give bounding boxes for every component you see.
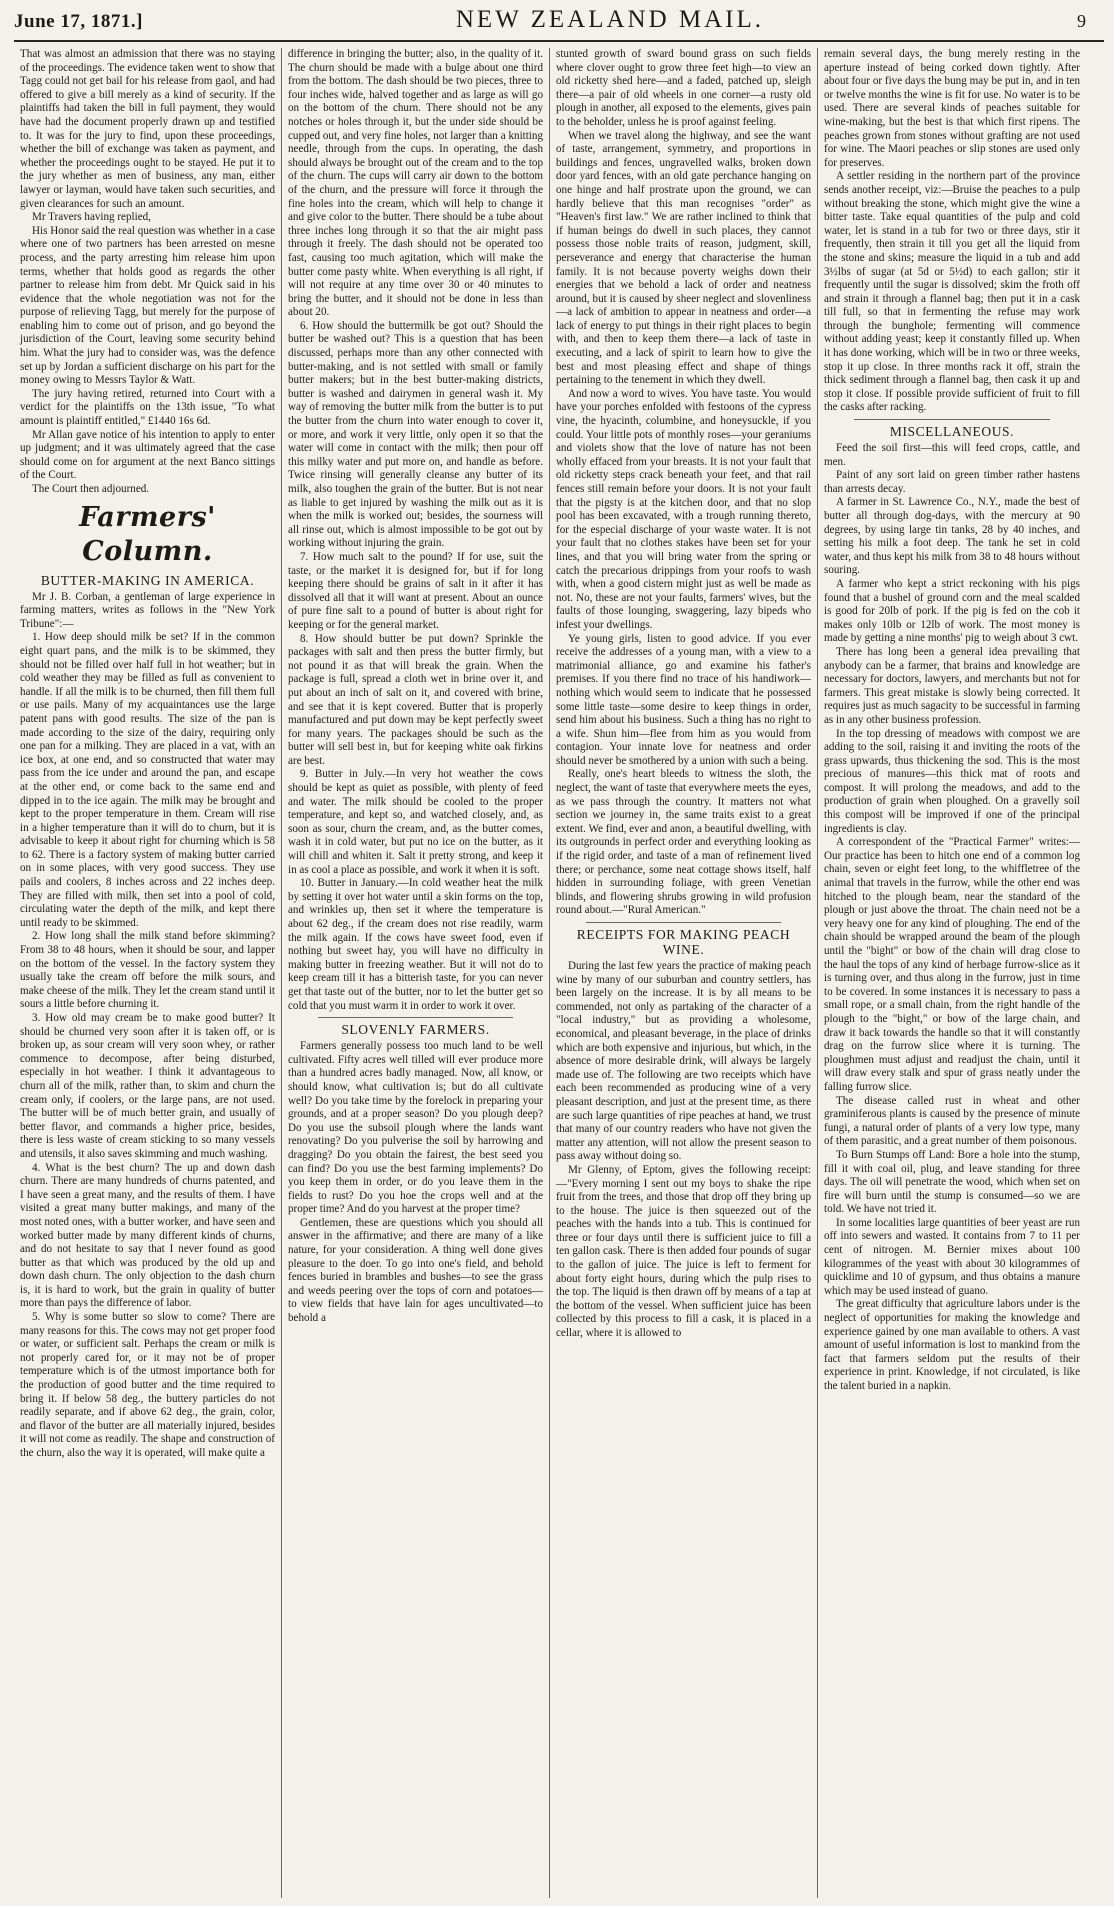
article-paragraph: 6. How should the buttermilk be got out? Should the butter be washed out? This is a question that has been discussed, perhaps more than any other connected with butter-making, and is not settled with small or family butter makers; but in the best butter-making districts, butter is washed and dairymen in general wash it. My way of removing the butter milk from the butter is to put the butter from the churn into water enough to cover it, or more, and work it very little, only open it so that the water will come in contact with the milk; then pour off this milky water and put more on, and handle as before. Twice rinsing will generally cleanse any butter of its milk, also toughen the grain of the butter. But is not near as liable to get injured by washing the milk out as it is when the milk is worked out; besides, the sourness will all rinse out, which is almost impossible to be got out by working without injuring the grain. (288, 319, 543, 550)
article-paragraph: A correspondent of the "Practical Farmer" writes:—Our practice has been to hitch one end of a common log chain, seven or eight feet long, to the whiffletree of the animal that travels in the furrow, while the other end was hitched to the plough beam, near the standard of the plough or just above the throat. The chain need not be a very heavy one for any kind of ploughing. The end of the chain should be wrapped around the beam of the plough until the "bight" or bow of the chain will drag close to the haul the tops of any kind of herbage furrow-slice as it is turning over, and thus along in the furrow, just in time to be covered. In some instances it is necessary to pass a small rope, or a small chain, from the right handle of the plough to the "bight," or bow of the large chain, and draw it back towards the handle so that it will constantly drag on the furrow slice where it is turning. The ploughmen must adjust and readjust the chain, until it will draw every stalk and spur of grass neatly under the falling furrow slice. (824, 836, 1080, 1093)
article-heading: SLOVENLY FARMERS. (341, 1022, 490, 1038)
article-paragraph: Gentlemen, these are questions which you should all answer in the affirmative; and there are many of a like nature, for your consideration. A thing well done gives pleasure to the doer. To go into one's field, and behold fences buried in brambles and bushes—to see the grass and weeds peering over the tops of corn and potatoes—to view fields that have lain for ages uncultivated—to behold a (288, 1216, 543, 1325)
page-number: 9 (1076, 11, 1086, 31)
article-paragraph: 7. How much salt to the pound? If for use, suit the taste, or the market it is designed for, but if for long keeping there should be grains of salt in it after it has dissolved all that it will want at present. About an ounce of pure fine salt to a pound of butter is about right for keeping or for the general market. (288, 550, 543, 631)
article-paragraph: The great difficulty that agriculture labors under is the neglect of opportunities for making the knowledge and experience gained by one man available to others. A vast amount of useful information is lost to mankind from the fact that farmers seldom put the results of their experience in print. Knowledge, if not circulated, is like the talent buried in a napkin. (824, 1298, 1080, 1392)
article-paragraph: The disease called rust in wheat and other graminiferous plants is caused by the presence of minute fungi, a natural order of plants of a very low type, many of them parasitic, and a great number of them poisonous. (824, 1094, 1080, 1148)
article-paragraph: The jury having retired, returned into Court with a verdict for the plaintiffs on the 13th issue, "To what amount is plaintiff entitled," £1440 16s 6d. (20, 387, 275, 428)
article-paragraph: Mr Allan gave notice of his intention to apply to enter up judgment; and it was ultimately agreed that the case should come on for argument at the next Banco sittings of the Court. (20, 428, 275, 482)
column-1 (14, 48, 282, 1898)
article-paragraph: remain several days, the bung merely resting in the aperture instead of being corked down tightly. After about four or five days the bung may be put in, and in ten or twelve months the wine is fit for use. No water is to be used. There are several kinds of peaches suitable for wine-making, but the best is that which first ripens. The peaches grown from stones without grafting are not used for wine. The Maori peaches or slip stones are used only for preserves. (824, 48, 1080, 169)
article-paragraph: During the last few years the practice of making peach wine by many of our suburban and country settlers, has been largely on the increase. It is by all means to be commended, not only as partaking of the character of a "local industry," but as providing a wholesome, economical, and pleasant beverage, in the place of drinks which are both expensive and injurious, but which, in the absence of more desirable drink, will always be largely made use of. The following are two receipts which have each been recommended as producing wine of a very pleasant description, and just at the present time, as there are such large quantities of ripe peaches at hand, we trust that many of our country readers who have not given the matter any attention, will not allow the present season to pass away without doing so. (556, 960, 811, 1163)
text-columns (14, 48, 1104, 1898)
section-divider (586, 922, 781, 923)
article-paragraph: difference in bringing the butter; also, in the quality of it. The churn should be made with a bulge about one third from the bottom. The dash should be two pieces, three to four inches wide, halved together and as large as will go on the bottom of the churn. There should not be any notches or holes through it, but the under side should be cupped out, and very fine holes, not larger than a knitting needle, through from the cups. In operating, the dash should always be brought out of the cream and to the top of the churn. The cups will carry air down to the bottom of the churn, and the pressure will force it through the fine holes into the cream, which will help to change it and give color to the butter. There should be a tube about three inches long through it so that the air might pass through it freely. The dash should not be operated too fast, causing too much agitation, which will make the butter come pasty white. When everything is all right, if will not require at any time over 30 or 40 minutes to bring the butter, and it should not be done in less than about 20. (288, 48, 543, 319)
article-paragraph: Mr J. B. Corban, a gentleman of large experience in farming matters, writes as follows in the "New York Tribune":— (20, 590, 275, 630)
article-heading: BUTTER-MAKING IN AMERICA. (40, 572, 255, 588)
article-paragraph: And now a word to wives. You have taste. You would have your porches enfolded with festoons of the cypress vine, the hyacinth, columbine, and honeysuckle, if you could. Your little pots of monthly roses—your geraniums and violets show that the love of nature has not been wholly effaced from your breasts. It is not your fault that old ricketty steps crack beneath your feet, and that rail fences still remain before your doors. It is not your fault that the pigsty is at the kitchen door, and that no slop pool has been excavated, with a trough running thereto, for the especial discharge of your waste water. It is not your fault that no clothes stakes have been set for your lines, and that you will bring water from the spring or catch the precarious drippings from your roofs to wash with, when a good cistern might just as well be made as not. No, these are not your faults, farmers' wives, but the faults of those lounging, swaggering, lazy bipeds who infest your dwellings. (556, 387, 811, 631)
article-heading: RECEIPTS FOR MAKING PEACH WINE. (576, 927, 791, 957)
article-paragraph: Ye young girls, listen to good advice. If you ever receive the addresses of a young man, with a view to a matrimonial alliance, go and examine his father's premises. If you there find no trace of his handiwork—nothing which would seem to indicate that he possessed some little taste—some desire to keep things in order, send him about his business. Such a thing has no right to a wife. Shun him—flee from him as you would from contagion. Your innate love for neatness and order should never be smothered by a union with such a being. (556, 632, 811, 767)
column-4 (818, 48, 1086, 1898)
article-paragraph: Mr Glenny, of Eptom, gives the following receipt:—"Every morning I sent out my boys to shake the ripe fruit from the trees, and those that drop off they bring up to the house. The juice is then squeezed out of the peaches with the hands into a tub. This is continued for three or four days until there is sufficient juice to fill a ten gallon cask. There is then added four pounds of sugar to the gallon of juice. The juice is left to ferment for about forty eight hours, during which the pulp rises to the top. The liquid is then drawn off by means of a tap at the bottom of the vessel. When sufficient juice has been collected by this process to fill a cask, it is placed in a cellar, where it is allowed to (556, 1163, 811, 1340)
article-paragraph: In some localities large quantities of beer yeast are run off into sewers and wasted. It contains from 7 to 11 per cent of nitrogen. M. Bernier mixes about 100 kilogrammes of the yeast with about 30 kilogrammes of quicklime and 10 of gypsum, and thus obtains a manure which may be used instead of guano. (824, 1216, 1080, 1297)
article-paragraph: In the top dressing of meadows with compost we are adding to the soil, raising it and inviting the roots of the grass upwards, thus thickening the sod. This is the most precious of manures—this thick mat of roots and compost. It will prolong the meadows, and add to the production of grain when ploughed. On a gravelly soil this compost will be improved if one of the principal ingredients is clay. (824, 727, 1080, 835)
article-paragraph: 1. How deep should milk be set? If in the common eight quart pans, and the milk is to be skimmed, they should not be filled over half full in hot weather; but in cold weather they may be filled as full as convenient to handle. If all the milk is to be churned, then fill them full or use pails. Many of my acquaintances use the large patent pans with good results. The size of the pan is made according to the size of the dairy, requiring only one pan for a milking. They are placed in a vat, with an ice box, at one end, and so constructed that water may pass from the ice under and around the pan, and escape at the other end, or come back to the same end and dipped in to the ice again. The milk may be brought and kept to the proper temperature in them. Cream will rise in a higher temperature than it will do to churn, but it is advisable to keep it about right for churning which is 58 to 62. There is a factory system of making butter carried on in some places, with very good success. They use pails and coolers, 8 inches across and 22 inches deep. They are filled with milk, then set into a pool of cold, circulating water the depth of the milk, and kept there until ready to be skimmed. (20, 631, 275, 929)
article-paragraph: Farmers generally possess too much land to be well cultivated. Fifty acres well tilled will ever produce more than a hundred acres badly managed. Now, all know, or should know, what cultivation is; but do all cultivate well? Do you take time by the forelock in preparing your grounds, and at a proper season? Do you plough deep? Do you use the subsoil plough where the lands want renovating? Do you pulverise the soil by harrowing and dragging? Do you obtain the fairest, the best seed you can find? Do you use the best farming implements? Do you keep them in order, or do you leave them in the fields to rust? Do you hoe the crops well and at the proper time? And do you harvest at the proper time? (288, 1040, 543, 1216)
article-paragraph: Paint of any sort laid on green timber rather hastens than arrests decay. (824, 469, 1080, 495)
section-divider (318, 1017, 513, 1018)
article-paragraph: Mr Travers having replied, (32, 211, 151, 224)
article-heading: MISCELLANEOUS. (889, 424, 1015, 440)
article-paragraph: His Honor said the real question was whether in a case where one of two partners has been arrested on mesne process, and the party arresting him release him upon terms, whether that holds good as regards the other partner to release him from debt. Mr Quick said in his evidence that the whole negotiation was not for the purpose of relieving Tagg, but merely for the purpose of enabling him to come out of prison, and go beyond the jurisdiction of the Court, leaving some security behind him. What the jury had to consider was, was the defence set up by Jordan a sufficient discharge on his part for the money owing to Messrs Taylor & Watt. (20, 224, 275, 387)
article-paragraph: Feed the soil first—this will feed crops, cattle, and men. (824, 442, 1080, 468)
column-2 (282, 48, 550, 1898)
column-3 (550, 48, 818, 1898)
newspaper-title: NEW ZEALAND MAIL. (455, 6, 765, 33)
article-paragraph: There has long been a general idea prevailing that anybody can be a farmer, that brains and knowledge are necessary for doctors, lawyers, and merchants but not for farmers. This great mistake is slowly being corrected. It requires just as much sagacity to be successful in farming as in any other business profession. (824, 645, 1080, 726)
article-paragraph: 10. Butter in January.—In cold weather heat the milk by setting it over hot water until a skin forms on the top, and wrinkles up, then set it where the temperature is about 62 deg., if the cream does not rise readily, warm the milk again. If the cows have sweet food, even if nothing but sweet hay, you will have no difficulty in making butter in freezing weather. But it will not do to keep cream till it has a bitterish taste, for you can never get that taste out of the butter, nor to let the butter get so cold that you must warm it in order to work it over. (288, 877, 543, 1012)
article-paragraph: To Burn Stumps off Land: Bore a hole into the stump, fill it with coal oil, plug, and leave standing for three days. The oil will penetrate the wood, which when set on fire will burn until the stump is consumed—so we are told. We have not tried it. (824, 1148, 1080, 1216)
article-paragraph: 5. Why is some butter so slow to come? There are many reasons for this. The cows may not get proper food or water, or sufficient salt. Perhaps the cream or milk is not properly cared for, or it may not be of proper temperature which is of the utmost importance both for the production of good butter and the time required to bring it. If below 58 deg., the buttery particles do not readily separate, and if above 62 deg., the grain, color, and flavor of the butter are all materially injured, besides it will not come as readily. The shape and construction of the churn, also the way it is operated, will make quite a (20, 1311, 275, 1459)
section-banner: Farmers' Column. (79, 501, 216, 567)
issue-date: June 17, 1871.] (14, 11, 143, 32)
article-paragraph: That was almost an admission that there was no staying of the proceedings. The evidence taken went to show that Tagg could not get bail for his release from gaol, and had offered to give a bill merely as a kind of security. If the plaintiffs had taken the bill in full payment, they would have had the document properly drawn up and testified to. It was for the jury to find, upon these proceedings, whether the bill of exchange was taken as payment, and whether the proceedings ought to be stayed. He put it to the jury whether as men of business, any man, either lawyer or layman, would have taken such securities, and given clearances for such an amount. (20, 48, 275, 210)
article-paragraph: A farmer in St. Lawrence Co., N.Y., made the best of butter all through dog-days, with the mercury at 90 degrees, by using large tin tanks, 28 by 40 inches, and setting his milk a foot deep. The tank he set in cold water, and thus kept his milk from 38 to 48 hours without souring. (824, 496, 1080, 577)
article-paragraph: 8. How should butter be put down? Sprinkle the packages with salt and then press the butter firmly, but not pound it as that will break the grain. When the package is full, spread a cloth wet in brine over it, and put about an inch of salt on it, and covered with brine, and see that it is kept covered. Butter that is properly manufactured and put down may be kept perfectly sweet for many years. The packages should be such as the butter will sell best in, but for keeping white oak firkins are best. (288, 632, 543, 767)
article-paragraph: A settler residing in the northern part of the province sends another receipt, viz:—Bruise the peaches to a pulp without breaking the stone, which might give the wine a bitter taste. Take equal quantities of the pulp and cold water, let is stand in a tub for two or three days, stir it frequently, then strain it till you get all the liquid from the stone and skins; measure the liquid in a tub and add 3½lbs of sugar (at 5d or 5½d) to each gallon; stir it frequently until the sugar is dissolved; skim the froth off and strain it through a flannel bag; then put it in a cask till full, so that in fermenting the refuse may work through the bunghole; fermenting will commence without adding yeast; keep it constantly filled up. When it has done working, which will be in two or three weeks, stop it up close. In three months rack it off, strain the thick sediment through a flannel bag, then cask it up and stop it close. If possible provide sufficient of fruit to fill the casks after racking. (824, 170, 1080, 414)
article-paragraph: A farmer who kept a strict reckoning with his pigs found that a bushel of ground corn and the meal scalded is good for 20lb of pork. If the pig is fed on the cob it makes only 10lb or 12lb of work. The most money is made by getting a nine months' pig to weigh about 3 cwt. (824, 577, 1080, 645)
article-paragraph: 4. What is the best churn? The up and down dash churn. There are many hundreds of churns patented, and I have seen a great many, and the results of them. I have visited a great many butter makings, and many of the most noted ones, with a butter worker, and have seen and worked butter made by many different kinds of churns, and do not hesitate to say that I never found as good butter as that which was produced by the old up and down dash churn. The only objection to the dash churn is, it is hard to work, but the grain in quality of butter more than pays the difference of labor. (20, 1161, 275, 1310)
article-paragraph: 2. How long shall the milk stand before skimming? From 38 to 48 hours, when it should be sour, and lapper on the bottom of the vessel. In the factory system they usually take the cream off before the milk sours, and make cheese of the milk. They let the cream stand until it sours a little before churning it. (20, 930, 275, 1011)
article-paragraph: 9. Butter in July.—In very hot weather the cows should be kept as quiet as possible, with plenty of feed and water. The milk should be cooled to the proper temperature, and kept so, and watched closely, and, as soon as sour, churn the cream, and, as the butter comes, wash it in cold water, but put no ice on the butter, as it will chill and whiten it. Salt it pretty strong, and keep it in as cool a place as possible, and work it when it is soft. (288, 768, 543, 876)
article-paragraph: Really, one's heart bleeds to witness the sloth, the neglect, the want of taste that everywhere meets the eyes, as we pass through the country. It matters not what section we journey in, the same traits exist to a great extent. We find, ever and anon, a beautiful dwelling, with its outgrounds in perfect order and everything looking as if the rigid order, and taste of a man of refinement lived there; or perchance, some neat cottage shows itself, half hidden in surrounding foliage, with green Venetian blinds, and flowering shrubs growing in wild profusion round about.—"Rural American." (556, 768, 811, 917)
section-divider (854, 419, 1050, 420)
article-paragraph: When we travel along the highway, and see the want of taste, arrangement, symmetry, and proportions in buildings and fences, ungravelled walks, broken down door yard fences, with an old gate perchance hanging on one hinge and half prostrate upon the ground, we can hardly believe that this man recognises "order" as "Heaven's first law." We are rather inclined to think that if human beings do dwell in such places, they cannot possess those noble traits of reason, judgment, skill, perseverance and energy that characterise the human family. It is not because poverty weighs down their energies that we behold a lack of order and neatness around, but it is caused by sheer neglect and slovenliness—a lack of ambition to appear in neatness and order—a lack of energy to put things in their right places to begin with, and then to keep them there—a lack of taste in executing, and a lack of spirit to learn how to give the best and most pleasing effect and shape of things pertaining to the tenement in which they dwell. (556, 129, 811, 387)
masthead (14, 6, 1104, 42)
article-paragraph: 3. How old may cream be to make good butter? It should be churned very soon after it is taken off, or is broken up, as sour cream will very soon whey, or rather commence to decompose, after being disturbed, especially in hot weather. I think it advantageous to churn all of the milk, rather than, to skim and churn the cream only, if coolers, or the large pans, are not used. The butter will be of much better grain, and usually of better flavor, and commands a higher price, besides, there is less waste of cream sticking to so many vessels and utensils, it also saves skimming and much washing. (20, 1012, 275, 1160)
article-paragraph: The Court then adjourned. (32, 483, 150, 495)
article-paragraph: stunted growth of sward bound grass on such fields where clover ought to grow three feet high—to view an old ricketty shed here—and a faded, patched up, sleigh there—a pair of old wheels in one corner—a rusty old plough in another, all exposed to the elements, gives pain to the beholder, unless he is proof against feeling. (556, 48, 811, 128)
